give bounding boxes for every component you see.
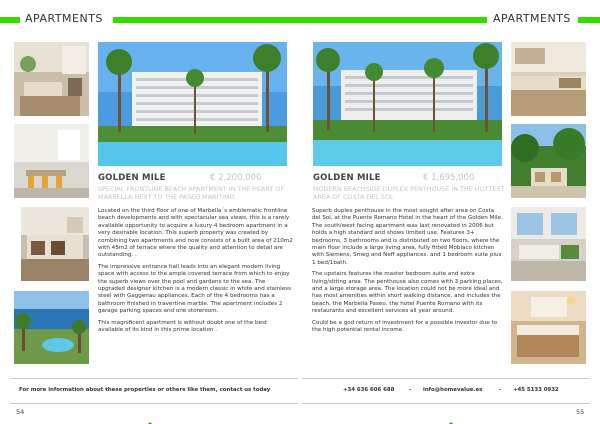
left-thumb-dining-room [14,124,89,198]
right-footer-rule-top [302,378,590,379]
right-description-paragraph-2: The upstairs features the master bedroom suite and extra living/sitting area. The penthouse also comes with 3 parking places, and a large storage area. The location could not be more ideal and has most amenities within short walking distance, and includes the beach, the Marbella Paseo, the hotel Puente Romano with its restaurants and excellent services all year around. [312,271,503,315]
right-property-description [312,208,504,339]
right-header-bar-short [578,17,600,23]
left-thumb-kitchen [21,207,89,281]
right-footer-separator-2: - [499,387,502,393]
left-footer-contact-text: For more information about these properties or others like them, contact us today [19,387,271,393]
left-footer-rule-top [10,378,298,379]
left-page-number: 54 [16,408,25,416]
left-main-photo-building [98,42,287,166]
right-footer-email[interactable]: info@homevalue.es [423,387,483,393]
right-description-paragraph-1: Superb duplex penthouse in the most sought after area on Costa del Sol, at the Puente Romano Hotel in the heart of the Golden Mile. The south/west facing apartment was last renovated in 2006 but holds a high standard and shows limited use. Features 3+ bedrooms, 3 bathrooms and is distributed on two floors, where the main floor include a large living area, fully fitted Mobiaco kitchen with Siemens, Smeg and Neff appliances. and 1 bedroom suite plus 1 bed/1bath. [312,208,503,266]
right-footer-rule-bottom [302,403,590,404]
right-header-bar-long [304,17,487,23]
right-property-title: GOLDEN MILE [313,173,381,183]
left-thumb-pool-sea-view [14,291,89,364]
left-footer-rule-bottom [10,403,298,404]
right-main-photo-building [313,42,502,166]
left-description-paragraph-1: Located on the third floor of one of Marbella´s emblematic frontline beach developments and with spectacular sea views, this is a rarely available opportunity to acquire a luxury 4 bedroom apartment in a very desirable location. This superb property was created by combining two apartments and now consists of a built area of 210m2 with 45m2 of terrace where the quality and attention to detail are outstanding. . [98,208,293,259]
right-description-paragraph-3: Could be a god return of investment for a possible investor due to the high potential rental income. [312,319,498,334]
left-property-subtitle: SPECIAL FRONTLINE BEACH APARTMENT IN THE HEART OF MARBELLA NEXT TO THE PASEO MARITIMO [98,185,285,201]
right-thumb-living-room [511,207,586,281]
home-value-logo-icon [144,413,156,419]
left-section-title: APARTMENTS [25,12,103,25]
right-footer-separator-1: - [409,387,412,393]
left-header-bar-long [113,17,304,23]
right-section-title: APARTMENTS [493,12,571,25]
right-footer-phone-spain[interactable]: +34 636 606 688 [343,387,395,393]
right-property-subtitle: MODERN BEACHSIDE DUPLEX PENTHOUSE IN THE HOTTEST AREA OF COSTA DEL SOL [313,185,505,201]
left-property-title: GOLDEN MILE [98,173,166,183]
right-thumb-terrace-garden [511,124,586,198]
left-property-description [98,208,294,339]
right-footer-phone-denmark[interactable]: +45 5133 0932 [513,387,559,393]
right-page-number: 55 [576,408,585,416]
left-header-bar-short [0,17,20,23]
left-thumb-living-room [14,42,89,116]
right-thumb-kitchen [511,42,586,116]
left-description-paragraph-2: The impressive entrance hall leads into an elegant modern living space with access to the ample covered terrace from which to enjoy the superb views over the pool and gardens to the sea. The upgraded designer kitchen is a modern classic in white and stainless steel with Gaggenau appliances. Each of the 4 bedrooms has a bathroom finished in travertine marble. The apartment includes 2 garage parking spaces and one storeroom. [98,263,292,315]
left-description-paragraph-3: This magnificent apartment is without doubt one of the best available of its kind in this prime location . [98,319,268,334]
right-property-price: € 1,695,000 [423,173,475,183]
left-property-price: € 2,200,000 [210,173,262,183]
right-thumb-bathroom [511,291,586,364]
home-value-logo-icon-right [445,413,457,419]
